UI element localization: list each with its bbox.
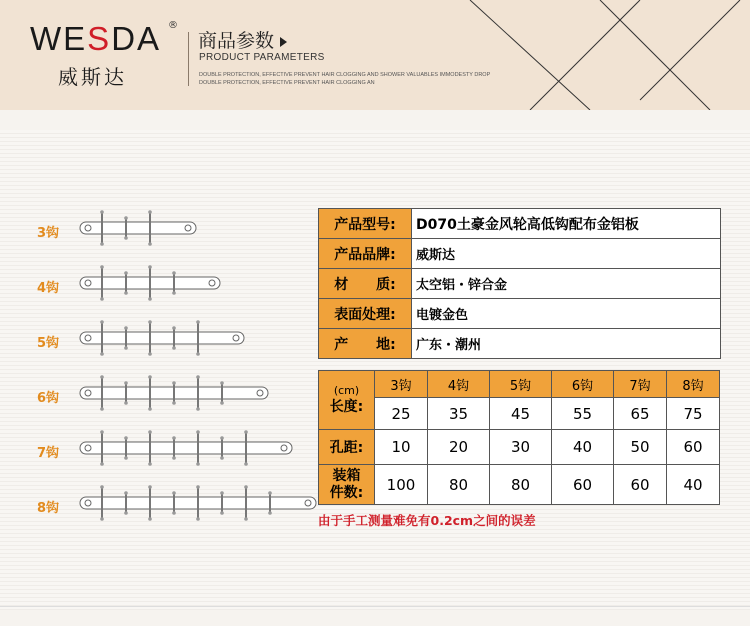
hook-tip — [244, 517, 248, 521]
hook-rack-3 — [80, 210, 196, 246]
box-count-cell: 80 — [490, 465, 552, 505]
hook-tip — [220, 436, 224, 440]
spec-model-value: D070土豪金风轮高低钩配布金铝板 — [412, 209, 721, 239]
hook-tip — [124, 346, 128, 350]
hook-tip — [172, 436, 176, 440]
hook-tip — [148, 265, 152, 269]
pitch-label: 孔距: — [319, 430, 375, 465]
hook-tip — [148, 407, 152, 411]
box-count-cell: 40 — [667, 465, 720, 505]
length-cell: 55 — [552, 398, 614, 430]
hook-tip — [220, 456, 224, 460]
section-subtitle: PRODUCT PARAMETERS — [199, 52, 325, 63]
hook-tip — [148, 352, 152, 356]
hook-tip — [100, 407, 104, 411]
hook-tip — [172, 326, 176, 330]
col-header: 8钩 — [667, 371, 720, 398]
bottom-divider — [0, 606, 750, 607]
length-row — [319, 398, 720, 430]
length-label: 长度: — [329, 399, 364, 416]
box-count-label-line-2: 件数: — [329, 484, 364, 501]
unit-label: (cm) — [333, 383, 360, 397]
spec-row-surface — [319, 299, 721, 329]
hook-tip — [148, 320, 152, 324]
hook-tip — [196, 352, 200, 356]
hook-rack-6 — [80, 375, 268, 411]
col-header: 6钩 — [552, 371, 614, 398]
col-header: 7钩 — [614, 371, 667, 398]
spec-row-origin — [319, 329, 721, 359]
hook-tip — [268, 511, 272, 515]
box-count-label — [319, 465, 375, 505]
box-count-cell: 60 — [552, 465, 614, 505]
hook-tip — [100, 430, 104, 434]
hook-plate — [80, 442, 292, 454]
col-header: 3钩 — [375, 371, 428, 398]
hook-tip — [124, 401, 128, 405]
spec-row-brand — [319, 239, 721, 269]
hook-tip — [244, 462, 248, 466]
hook-tip — [220, 401, 224, 405]
spec-brand-label: 产品品牌: — [319, 239, 412, 269]
pitch-cell: 40 — [552, 430, 614, 465]
hook-label-6: 6钩 — [37, 391, 60, 406]
length-cell: 25 — [375, 398, 428, 430]
hook-label-7: 7钩 — [37, 446, 60, 461]
hook-tip — [196, 407, 200, 411]
spec-origin-value: 广东・潮州 — [412, 329, 721, 359]
box-count-label-line-1: 装箱 — [332, 467, 361, 484]
header-description-line-2: DOUBLE PROTECTION, EFFECTIVE PREVENT HAIR CLOGGING AN — [199, 80, 375, 86]
spec-surface-label: 表面处理: — [319, 299, 412, 329]
size-header-row — [319, 371, 720, 398]
spec-surface-value: 电镀金色 — [412, 299, 721, 329]
spec-material-value: 太空铝・锌合金 — [412, 269, 721, 299]
hook-tip — [124, 511, 128, 515]
length-label-cell — [319, 371, 375, 430]
hook-label-3: 3钩 — [37, 226, 60, 241]
hook-tip — [124, 271, 128, 275]
hook-tip — [244, 485, 248, 489]
hook-tip — [220, 381, 224, 385]
hook-tip — [196, 320, 200, 324]
hook-tip — [172, 381, 176, 385]
hook-tip — [196, 485, 200, 489]
box-count-row — [319, 465, 720, 505]
hook-tip — [172, 291, 176, 295]
hook-tip — [100, 265, 104, 269]
hook-tip — [172, 401, 176, 405]
pitch-cell: 50 — [614, 430, 667, 465]
length-cell: 65 — [614, 398, 667, 430]
hook-tip — [100, 320, 104, 324]
hook-tip — [124, 436, 128, 440]
hook-tip — [148, 485, 152, 489]
hook-plate — [80, 332, 244, 344]
length-cell: 45 — [490, 398, 552, 430]
hook-tip — [244, 430, 248, 434]
hook-tip — [124, 236, 128, 240]
hook-label-4: 4钩 — [37, 281, 60, 296]
hook-tip — [220, 491, 224, 495]
hook-tip — [124, 216, 128, 220]
col-header: 4钩 — [428, 371, 490, 398]
hook-tip — [124, 456, 128, 460]
hook-label-5: 5钩 — [37, 336, 60, 351]
hook-rack-drawings — [0, 0, 320, 626]
hook-tip — [172, 456, 176, 460]
length-cell: 35 — [428, 398, 490, 430]
spec-row-model — [319, 209, 721, 239]
pitch-row — [319, 430, 720, 465]
hook-tip — [172, 271, 176, 275]
hook-tip — [148, 210, 152, 214]
hook-tip — [196, 462, 200, 466]
hook-tip — [148, 517, 152, 521]
spec-row-material — [319, 269, 721, 299]
hook-tip — [100, 462, 104, 466]
hook-tip — [100, 242, 104, 246]
hook-plate — [80, 222, 196, 234]
registered-mark: ® — [168, 20, 178, 31]
logo-wordmark: WESDA — [30, 20, 162, 57]
hook-tip — [220, 511, 224, 515]
hook-rack-8 — [80, 485, 316, 521]
box-count-cell: 60 — [614, 465, 667, 505]
box-count-cell: 100 — [375, 465, 428, 505]
hook-tip — [148, 375, 152, 379]
hook-tip — [196, 517, 200, 521]
hook-tip — [100, 517, 104, 521]
col-header: 5钩 — [490, 371, 552, 398]
hook-tip — [196, 430, 200, 434]
pitch-cell: 30 — [490, 430, 552, 465]
hook-tip — [100, 352, 104, 356]
section-title: 商品参数 — [198, 26, 287, 53]
hook-tip — [124, 326, 128, 330]
spec-table — [318, 208, 721, 359]
logo-chinese-name: 威斯达 — [58, 65, 127, 89]
hook-rack-4 — [80, 265, 220, 301]
hook-tip — [172, 346, 176, 350]
header-description-line-1: DOUBLE PROTECTION, EFFECTIVE PREVENT HAIR CLOGGING AND SHOWER VALUABLES IMMODESTY DROP — [199, 72, 491, 78]
hook-rack-7 — [80, 430, 292, 466]
hook-tip — [196, 375, 200, 379]
spec-origin-label: 产 地: — [319, 329, 412, 359]
size-table — [318, 370, 720, 505]
pitch-cell: 60 — [667, 430, 720, 465]
hook-tip — [100, 297, 104, 301]
hook-tip — [148, 430, 152, 434]
box-count-cell: 80 — [428, 465, 490, 505]
hook-tip — [124, 381, 128, 385]
hook-tip — [124, 291, 128, 295]
hook-tip — [148, 242, 152, 246]
spec-material-label: 材 质: — [319, 269, 412, 299]
hook-label-8: 8钩 — [37, 501, 60, 516]
hook-tip — [148, 297, 152, 301]
hook-tip — [172, 491, 176, 495]
hook-tip — [172, 511, 176, 515]
hook-tip — [124, 491, 128, 495]
hook-rack-5 — [80, 320, 244, 356]
spec-model-label: 产品型号: — [319, 209, 412, 239]
hook-tip — [268, 491, 272, 495]
hook-tip — [100, 210, 104, 214]
hook-tip — [148, 462, 152, 466]
pitch-cell: 20 — [428, 430, 490, 465]
pitch-cell: 10 — [375, 430, 428, 465]
hook-tip — [100, 375, 104, 379]
spec-brand-value: 威斯达 — [412, 239, 721, 269]
measurement-note: 由于手工测量难免有0.2cm之间的误差 — [318, 513, 536, 528]
length-cell: 75 — [667, 398, 720, 430]
hook-tip — [100, 485, 104, 489]
